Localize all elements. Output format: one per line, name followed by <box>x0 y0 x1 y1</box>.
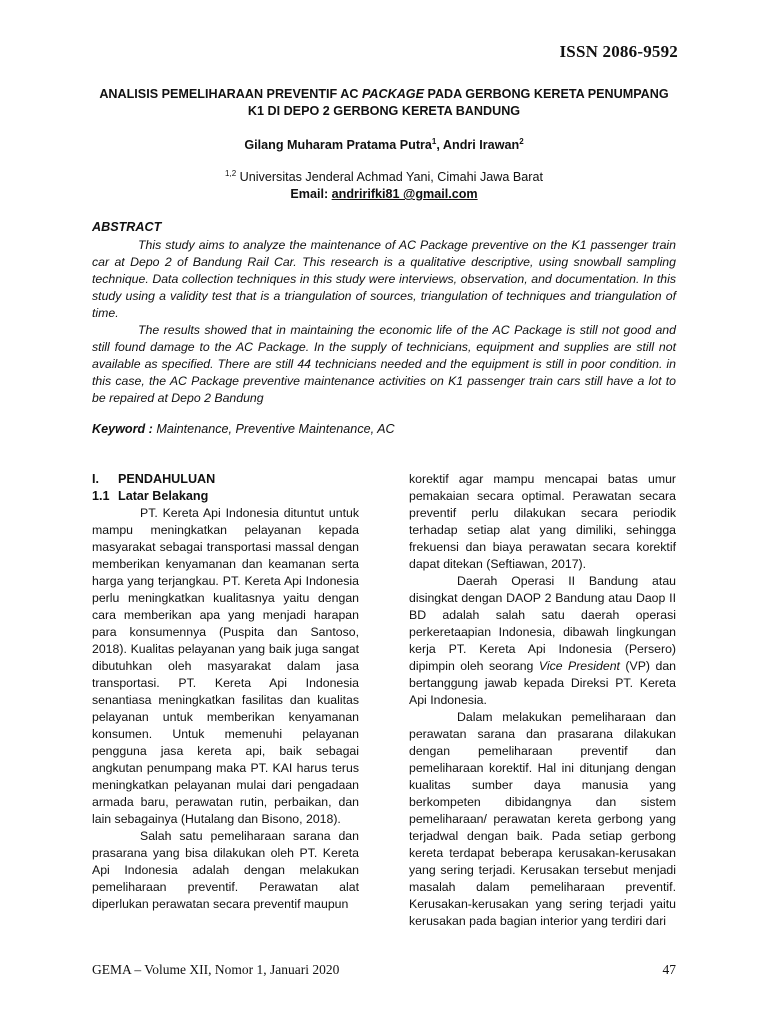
body-column-left <box>92 471 359 913</box>
body-paragraph: PT. Kereta Api Indonesia dituntut untuk mampu meningkatkan pelayanan kepada masyarakat sebagai transportasi massal dengan memberikan kenyamanan dan keamanan serta harga yang terjangkau. PT. Kereta Api Indonesia perlu meningkatkan kualitasnya yaitu dengan cara memberikan apa yang menjadi harapan para konsumennya (Puspita dan Santoso, 2018). Kualitas pelayanan yang baik juga sangat dibutuhkan oleh masyarakat dalam jasa transportasi. PT. Kereta Api Indonesia senantiasa meningkatkan fasilitas dan kualitas pelayanan untuk memberikan kenyamanan konsumen. Untuk memenuhi pelayanan pengguna jasa kereta api, baik sebagai angkutan penumpang maka PT. KAI harus terus meningkatkan pelayanan mulai dari pengadaan armada baru, perawatan rutin, perbaikan, dan lain sebagainya (Hutalang dan Bisono, 2018). <box>92 506 359 826</box>
abstract-paragraph: The results showed that in maintaining the economic life of the AC Package is still not good and still found damage to the AC Package. In the supply of technicians, equipment and supplies are still not available as specified. There are still 44 technicians needed and the equipment is still in poor condition. in this case, the AC Package preventive maintenance activities on K1 passenger train cars still have a lot to be repaired at Depo 2 Bandung <box>92 323 676 405</box>
subsection-heading: 1.1 Latar Belakang <box>92 489 209 503</box>
keywords: Keyword : Maintenance, Preventive Maintenance, AC <box>92 422 395 436</box>
issn-label: ISSN 2086-9592 <box>559 42 678 61</box>
author-list: Gilang Muharam Pratama Putra$^1$, Andri Irawan$^2$ <box>244 136 524 152</box>
paper-title <box>60 86 708 120</box>
title-line-1: ANALISIS PEMELIHARAAN PREVENTIF AC PACKAGE PADA GERBONG KERETA PENUMPANG <box>99 87 669 101</box>
abstract-paragraph: This study aims to analyze the maintenance of AC Package preventive on the K1 passenger train car at Depo 2 of Bandung Rail Car. This research is a qualitative descriptive, using snowball sampling technique. Data collection techniques in this study were interviews, observation, and documentation. In this study using a validity test that is a triangulation of sources, triangulation of techniques and triangulation of time. <box>92 238 676 320</box>
journal-info: GEMA – Volume XII, Nomor 1, Januari 2020 <box>92 962 340 977</box>
page-number: 47 <box>662 962 676 977</box>
body-paragraph: Dalam melakukan pemeliharaan dan perawatan sarana dan prasarana dilakukan dengan pemeliharaan preventif dan pemeliharaan korektif. Hal ini ditunjang dengan kualitas sumber daya manusia yang berkompeten dibidangnya dan sistem pemeliharaan/ perawatan kereta gerbong yang terjadwal dengan baik. Pada setiap gerbong kereta terdapat beberapa kerusakan-kerusakan yang sering terjadi. Kerusakan tersebut menjadi masalah dalam pemeliharaan preventif. Kerusakan-kerusakan yang sering terjadi yaitu kerusakan pada bagian interior yang terdiri dari <box>409 710 676 928</box>
affiliation: $^{1,2}$ Universitas Jenderal Achmad Yani, Cimahi Jawa Barat <box>225 168 543 184</box>
body-paragraph: Daerah Operasi II Bandung atau disingkat dengan DAOP 2 Bandung atau Daop II BD adalah salah satu daerah operasi perkeretaapian Indonesia, dibawah lingkungan kerja PT. Kereta Api Indonesia (Persero) dipimpin oleh seorang Vice President (VP) dan bertanggung jawab kepada Direksi PT. Kereta Api Indonesia. <box>409 574 676 707</box>
title-line-2: K1 DI DEPO 2 GERBONG KERETA BANDUNG <box>247 104 521 118</box>
author-name: Gilang Muharam Pratama Putra <box>244 138 432 152</box>
section-heading: I. PENDAHULUAN <box>92 472 216 486</box>
body-paragraph: korektif agar mampu mencapai batas umur pemakaian secara optimal. Perawatan secara preventif perlu dilakukan secara periodik terhadap setiap alat yang dimiliki, sehingga frekuensi dan biaya perawatan secara korektif dapat ditekan (Seftiawan, 2017). <box>409 472 676 571</box>
abstract-heading: ABSTRACT <box>92 220 162 234</box>
author-name: Andri Irawan <box>442 138 520 152</box>
email-link[interactable]: andririfki81 @gmail.com <box>331 187 478 201</box>
body-paragraph: Salah satu pemeliharaan sarana dan prasarana yang bisa dilakukan oleh PT. Kereta Api Indonesia adalah dengan melakukan pemeliharaan preventif. Perawatan alat diperlukan perawatan secara preventif maupun <box>92 829 359 911</box>
page-footer <box>92 962 676 978</box>
contact-email: Email: andririfki81 @gmail.com <box>290 187 478 201</box>
abstract-body <box>92 237 676 407</box>
body-column-right <box>409 471 676 930</box>
